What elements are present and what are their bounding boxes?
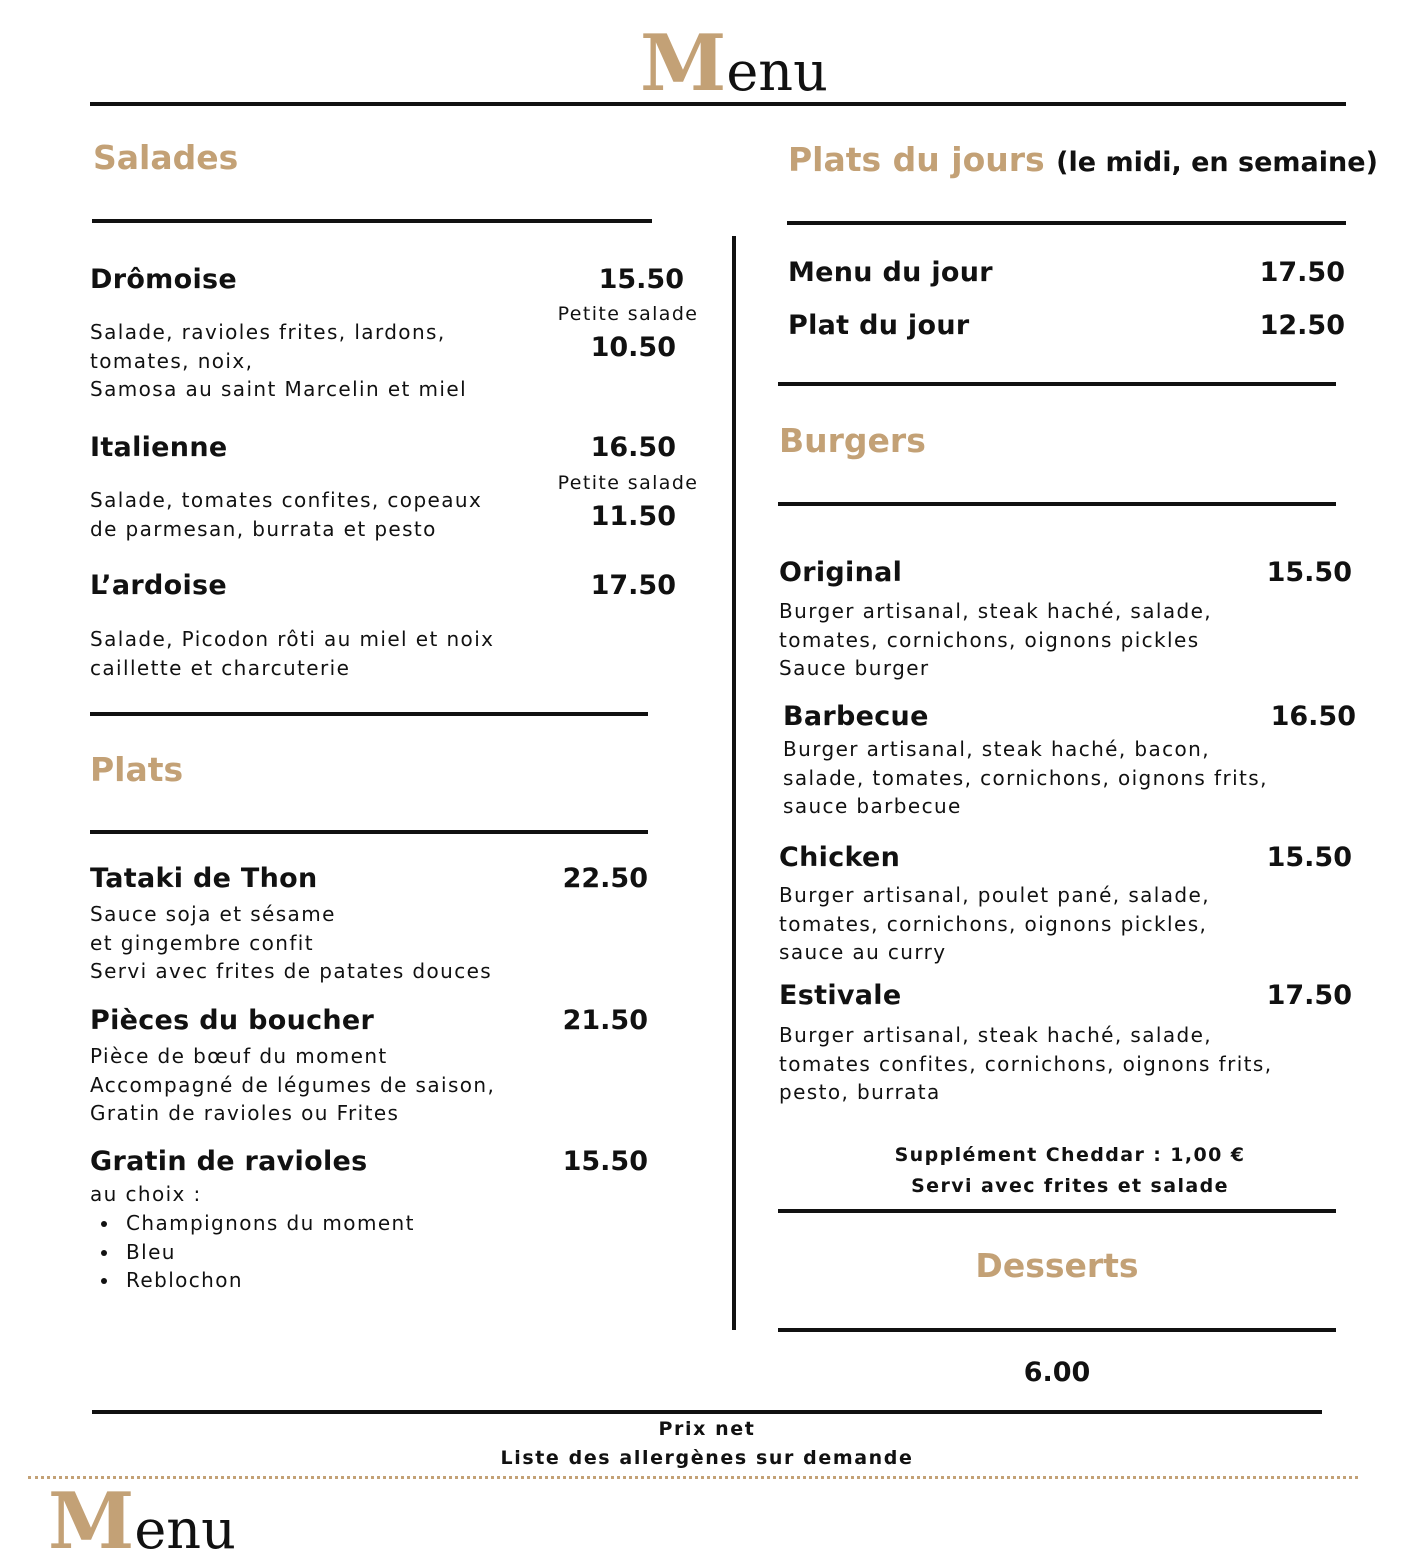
small-salad-price: 10.50: [590, 332, 676, 363]
item-price: 12.50: [1259, 310, 1345, 341]
item-description: Burger artisanal, steak haché, salade, tomates, cornichons, oignons pickles Sauce burger: [779, 599, 1213, 680]
item-description: au choix :: [90, 1182, 202, 1206]
footer-divider: [92, 1410, 1322, 1414]
item-description: Salade, ravioles frites, lardons, tomates, noix, Samosa au saint Marcelin et miel: [90, 320, 468, 401]
item-price: 15.50: [598, 264, 684, 295]
item-price: 15.50: [1266, 557, 1352, 588]
item-name: Estivale: [779, 980, 902, 1011]
option-list: [90, 1209, 415, 1295]
menu-logo: Menu: [640, 18, 828, 109]
section-divider: [90, 830, 648, 834]
item-price: 17.50: [1259, 257, 1345, 288]
item-price: 17.50: [590, 570, 676, 601]
small-salad-label: Petite salade: [557, 303, 699, 325]
item-price: 15.50: [1266, 842, 1352, 873]
list-item: Reblochon: [90, 1266, 415, 1295]
column-divider: [732, 236, 736, 1330]
item-price: 16.50: [590, 432, 676, 463]
dessert-price: 6.00: [1023, 1357, 1091, 1388]
small-salad-price: 11.50: [590, 501, 676, 532]
item-price: 17.50: [1266, 980, 1352, 1011]
section-divider: [787, 221, 1346, 225]
item-price: 15.50: [562, 1146, 648, 1177]
item-name: Menu du jour: [788, 257, 993, 288]
section-divider: [90, 712, 648, 716]
item-name: Original: [779, 557, 903, 588]
item-description: Sauce soja et sésame et gingembre confit Servi avec frites de patates douces: [90, 902, 493, 983]
item-name: Italienne: [90, 432, 228, 463]
section-divider: [778, 502, 1336, 506]
item-description: Salade, tomates confites, copeaux de parmesan, burrata et pesto: [90, 488, 483, 541]
section-title-plats-du-jour: Plats du jours (le midi, en semaine): [788, 140, 1378, 179]
section-divider: [92, 219, 652, 223]
section-title-salades: Salades: [93, 138, 239, 177]
section-divider: [778, 1209, 1336, 1213]
header-divider: [90, 102, 1346, 106]
section-divider: [778, 1328, 1336, 1332]
item-description: Pièce de bœuf du moment Accompagné de légumes de saison, Gratin de ravioles ou Frites: [90, 1044, 496, 1125]
item-name: L’ardoise: [90, 570, 228, 601]
item-price: 21.50: [562, 1005, 648, 1036]
section-subtitle: (le midi, en semaine): [1056, 147, 1378, 178]
menu-logo-next-page: Menu: [48, 1476, 236, 1567]
burger-note: Supplément Cheddar : 1,00 € Servi avec frites et salade: [894, 1144, 1246, 1197]
item-name: Plat du jour: [788, 310, 970, 341]
section-title-desserts: Desserts: [975, 1246, 1139, 1285]
item-name: Tataki de Thon: [90, 863, 318, 894]
item-name: Barbecue: [783, 701, 929, 732]
item-name: Chicken: [779, 842, 901, 873]
item-description: Burger artisanal, steak haché, salade, tomates confites, cornichons, oignons frits, pesto, burrata: [779, 1023, 1273, 1104]
footer-notes: Prix net Liste des allergènes sur demande: [500, 1418, 914, 1469]
section-title-plats: Plats: [90, 750, 184, 789]
section-divider: [778, 382, 1336, 386]
small-salad-label: Petite salade: [557, 472, 699, 494]
item-description: Salade, Picodon rôti au miel et noix caillette et charcuterie: [90, 627, 495, 680]
section-title-burgers: Burgers: [779, 421, 926, 460]
item-price: 22.50: [562, 863, 648, 894]
item-description: Burger artisanal, steak haché, bacon, salade, tomates, cornichons, oignons frits, sauce barbecue: [783, 737, 1268, 818]
item-name: Pièces du boucher: [90, 1005, 375, 1036]
item-name: Drômoise: [90, 264, 237, 295]
item-description: Burger artisanal, poulet pané, salade, tomates, cornichons, oignons pickles, sauce au curry: [779, 883, 1210, 964]
item-name: Gratin de ravioles: [90, 1146, 368, 1177]
list-item: Champignons du moment: [90, 1209, 415, 1238]
item-price: 16.50: [1270, 701, 1356, 732]
list-item: Bleu: [90, 1238, 415, 1267]
